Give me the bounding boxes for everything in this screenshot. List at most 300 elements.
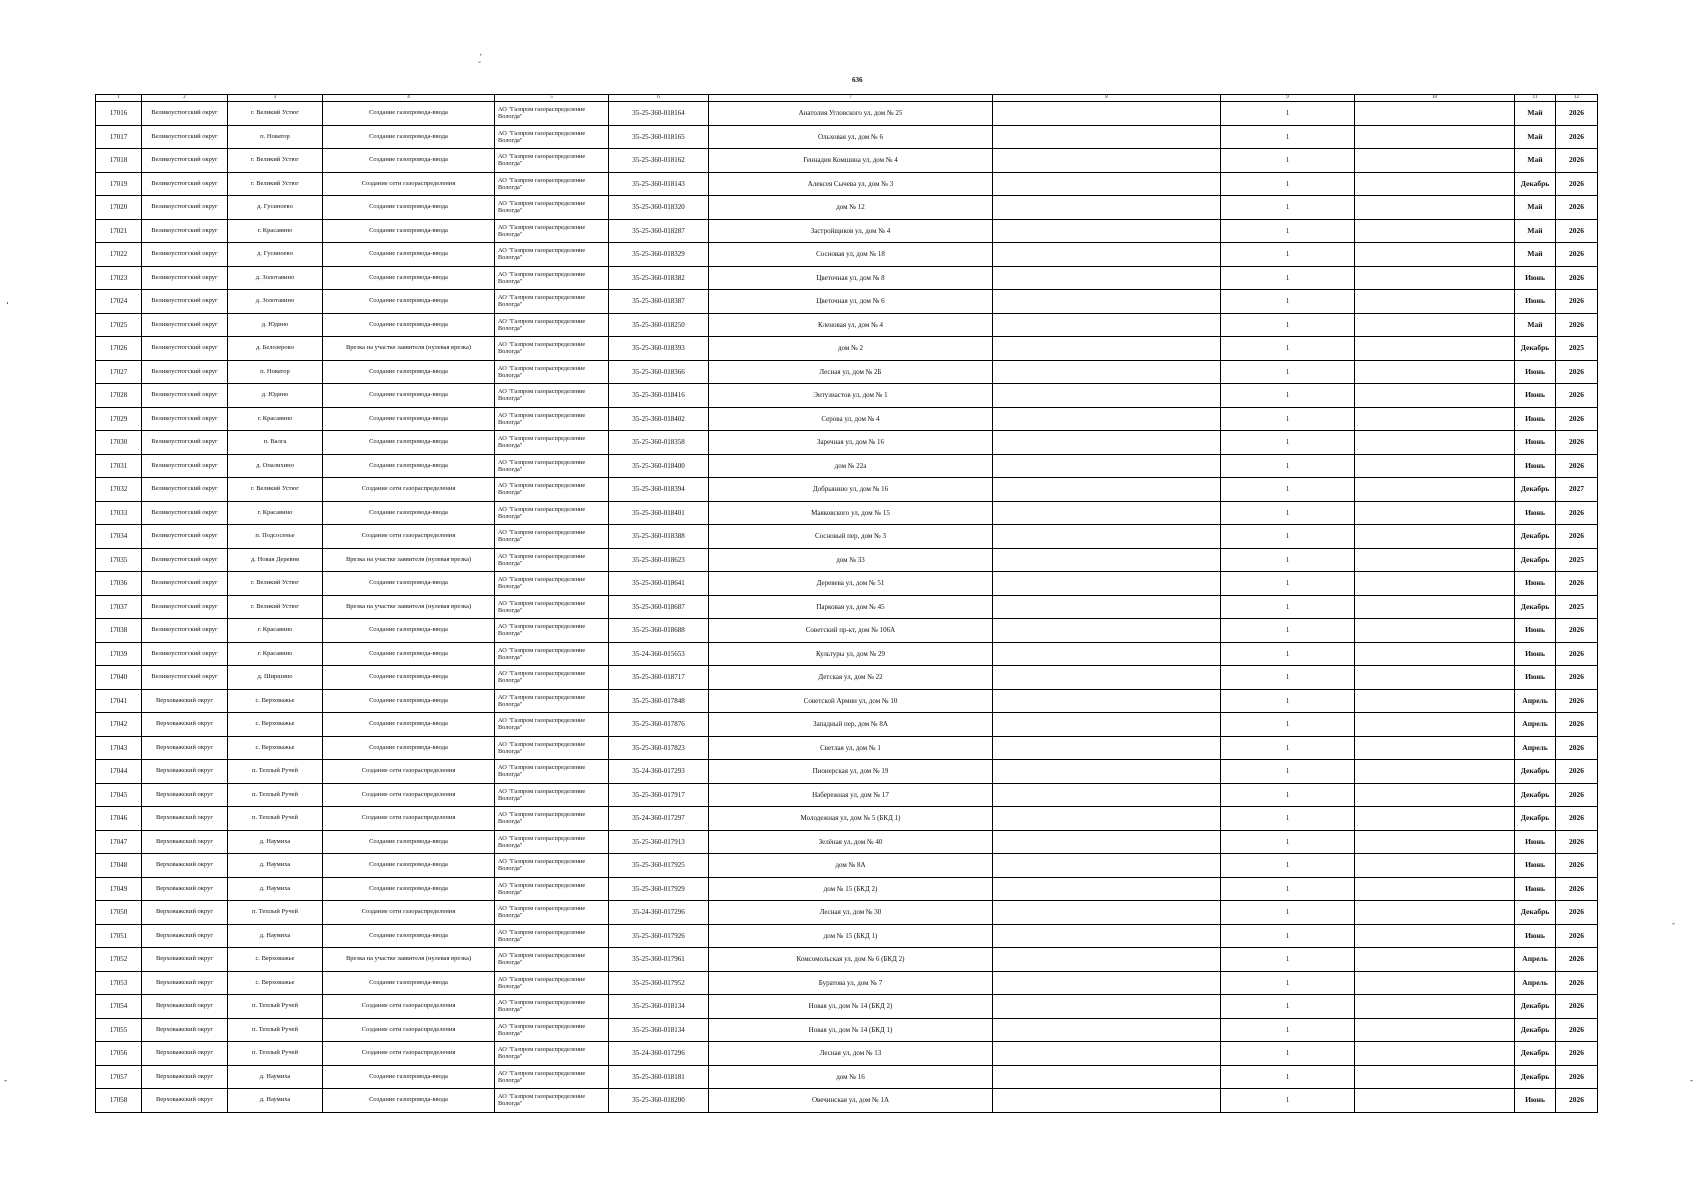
district-cell: Великоустюгский округ [142, 172, 228, 196]
request-number-cell: 35-24-360-017297 [609, 807, 709, 831]
settlement-cell: д. Наумиха [228, 1065, 323, 1089]
year-cell: 2026 [1556, 760, 1598, 784]
row-id-cell: 17031 [96, 454, 142, 478]
empty-cell [1355, 454, 1515, 478]
empty-cell [1355, 689, 1515, 713]
empty-cell [993, 736, 1221, 760]
organization-cell: АО "Газпром газораспределение Вологда" [495, 1018, 609, 1042]
quantity-cell: 1 [1221, 901, 1355, 925]
empty-cell [1355, 971, 1515, 995]
empty-cell [993, 431, 1221, 455]
month-cell: Июнь [1515, 290, 1556, 314]
address-cell: Кленовая ул, дом № 4 [709, 313, 993, 337]
organization-cell: АО "Газпром газораспределение Вологда" [495, 102, 609, 126]
organization-cell: АО "Газпром газораспределение Вологда" [495, 149, 609, 173]
organization-cell: АО "Газпром газораспределение Вологда" [495, 290, 609, 314]
row-id-cell: 17022 [96, 243, 142, 267]
address-cell: Маяковского ул, дом № 15 [709, 501, 993, 525]
row-id-cell: 17032 [96, 478, 142, 502]
settlement-cell: п. Валга [228, 431, 323, 455]
empty-cell [993, 948, 1221, 972]
empty-cell [993, 360, 1221, 384]
empty-cell [993, 172, 1221, 196]
address-cell: дом № 22а [709, 454, 993, 478]
settlement-cell: д. Наумиха [228, 830, 323, 854]
year-cell: 2026 [1556, 924, 1598, 948]
year-cell: 2026 [1556, 1042, 1598, 1066]
work-type-cell: Создание сети газораспределения [323, 995, 495, 1019]
address-cell: Лесная ул, дом № 30 [709, 901, 993, 925]
district-cell: Великоустюгский округ [142, 266, 228, 290]
row-id-cell: 17027 [96, 360, 142, 384]
organization-cell: АО "Газпром газораспределение Вологда" [495, 877, 609, 901]
empty-cell [1355, 548, 1515, 572]
empty-cell [993, 995, 1221, 1019]
month-cell: Декабрь [1515, 478, 1556, 502]
request-number-cell: 35-25-360-018401 [609, 501, 709, 525]
organization-cell: АО "Газпром газораспределение Вологда" [495, 971, 609, 995]
settlement-cell: д. Белозерово [228, 337, 323, 361]
year-cell: 2026 [1556, 243, 1598, 267]
address-cell: Анатолия Угловского ул, дом № 25 [709, 102, 993, 126]
address-cell: Новая ул, дом № 14 (БКД 1) [709, 1018, 993, 1042]
organization-cell: АО "Газпром газораспределение Вологда" [495, 454, 609, 478]
quantity-cell: 1 [1221, 1018, 1355, 1042]
quantity-cell: 1 [1221, 948, 1355, 972]
table-row [96, 384, 1598, 408]
month-cell: Июнь [1515, 1089, 1556, 1113]
year-cell: 2026 [1556, 125, 1598, 149]
request-number-cell: 35-25-360-017952 [609, 971, 709, 995]
year-cell: 2026 [1556, 454, 1598, 478]
organization-cell: АО "Газпром газораспределение Вологда" [495, 525, 609, 549]
district-cell: Верховажский округ [142, 1065, 228, 1089]
settlement-cell: п. Теплый Ручей [228, 760, 323, 784]
quantity-cell: 1 [1221, 713, 1355, 737]
request-number-cell: 35-25-360-018143 [609, 172, 709, 196]
request-number-cell: 35-25-360-018164 [609, 102, 709, 126]
district-cell: Великоустюгский округ [142, 525, 228, 549]
column-number-header: 12 [1556, 95, 1598, 102]
address-cell: Цветочная ул, дом № 6 [709, 290, 993, 314]
quantity-cell: 1 [1221, 102, 1355, 126]
row-id-cell: 17034 [96, 525, 142, 549]
address-cell: дом № 12 [709, 196, 993, 220]
organization-cell: АО "Газпром газораспределение Вологда" [495, 1089, 609, 1113]
settlement-cell: г. Великий Устюг [228, 572, 323, 596]
work-type-cell: Создание газопровода-ввода [323, 125, 495, 149]
district-cell: Верховажский округ [142, 736, 228, 760]
district-cell: Великоустюгский округ [142, 337, 228, 361]
empty-cell [993, 478, 1221, 502]
scan-mark: - [4, 1075, 7, 1085]
organization-cell: АО "Газпром газораспределение Вологда" [495, 924, 609, 948]
table-row [96, 783, 1598, 807]
address-cell: дом № 15 (БКД 2) [709, 877, 993, 901]
request-number-cell: 35-25-360-018181 [609, 1065, 709, 1089]
table-row [96, 689, 1598, 713]
organization-cell: АО "Газпром газораспределение Вологда" [495, 830, 609, 854]
address-cell: Лесная ул, дом № 2Б [709, 360, 993, 384]
organization-cell: АО "Газпром газораспределение Вологда" [495, 1065, 609, 1089]
month-cell: Май [1515, 149, 1556, 173]
empty-cell [1355, 901, 1515, 925]
column-number-header: 8 [993, 95, 1221, 102]
settlement-cell: г. Красавино [228, 501, 323, 525]
month-cell: Июнь [1515, 619, 1556, 643]
table-row [96, 948, 1598, 972]
row-id-cell: 17029 [96, 407, 142, 431]
year-cell: 2026 [1556, 219, 1598, 243]
work-type-cell: Врезка на участке заявителя (нулевая врезка) [323, 595, 495, 619]
empty-cell [993, 783, 1221, 807]
organization-cell: АО "Газпром газораспределение Вологда" [495, 548, 609, 572]
address-cell: Культуры ул, дом № 29 [709, 642, 993, 666]
address-cell: Западный пер, дом № 8А [709, 713, 993, 737]
request-number-cell: 35-25-360-017876 [609, 713, 709, 737]
request-number-cell: 35-25-360-018134 [609, 995, 709, 1019]
year-cell: 2026 [1556, 431, 1598, 455]
quantity-cell: 1 [1221, 760, 1355, 784]
district-cell: Верховажский округ [142, 948, 228, 972]
work-type-cell: Создание газопровода-ввода [323, 149, 495, 173]
row-id-cell: 17021 [96, 219, 142, 243]
empty-cell [993, 454, 1221, 478]
table-row [96, 877, 1598, 901]
empty-cell [1355, 807, 1515, 831]
organization-cell: АО "Газпром газораспределение Вологда" [495, 266, 609, 290]
scan-mark: - [1690, 1075, 1693, 1085]
district-cell: Верховажский округ [142, 971, 228, 995]
organization-cell: АО "Газпром газораспределение Вологда" [495, 219, 609, 243]
empty-cell [993, 548, 1221, 572]
district-cell: Великоустюгский округ [142, 666, 228, 690]
quantity-cell: 1 [1221, 360, 1355, 384]
row-id-cell: 17036 [96, 572, 142, 596]
table-row [96, 360, 1598, 384]
empty-cell [1355, 196, 1515, 220]
empty-cell [1355, 830, 1515, 854]
table-body [96, 102, 1598, 1113]
empty-cell [1355, 501, 1515, 525]
settlement-cell: д. Золотавино [228, 290, 323, 314]
settlement-cell: д. Опалихино [228, 454, 323, 478]
work-type-cell: Создание газопровода-ввода [323, 454, 495, 478]
quantity-cell: 1 [1221, 807, 1355, 831]
request-number-cell: 35-25-360-018134 [609, 1018, 709, 1042]
organization-cell: АО "Газпром газораспределение Вологда" [495, 807, 609, 831]
organization-cell: АО "Газпром газораспределение Вологда" [495, 666, 609, 690]
row-id-cell: 17024 [96, 290, 142, 314]
address-cell: Добрынино ул, дом № 16 [709, 478, 993, 502]
empty-cell [993, 807, 1221, 831]
table-row [96, 431, 1598, 455]
district-cell: Верховажский округ [142, 1089, 228, 1113]
empty-cell [1355, 572, 1515, 596]
address-cell: Парковая ул, дом № 45 [709, 595, 993, 619]
organization-cell: АО "Газпром газораспределение Вологда" [495, 431, 609, 455]
row-id-cell: 17035 [96, 548, 142, 572]
settlement-cell: с. Верховажье [228, 948, 323, 972]
table-row [96, 454, 1598, 478]
district-cell: Верховажский округ [142, 924, 228, 948]
table-row [96, 572, 1598, 596]
empty-cell [993, 337, 1221, 361]
district-cell: Верховажский округ [142, 689, 228, 713]
year-cell: 2026 [1556, 901, 1598, 925]
year-cell: 2026 [1556, 572, 1598, 596]
request-number-cell: 35-25-360-018165 [609, 125, 709, 149]
organization-cell: АО "Газпром газораспределение Вологда" [495, 313, 609, 337]
work-type-cell: Создание газопровода-ввода [323, 360, 495, 384]
year-cell: 2026 [1556, 736, 1598, 760]
settlement-cell: д. Золотавино [228, 266, 323, 290]
empty-cell [1355, 736, 1515, 760]
quantity-cell: 1 [1221, 736, 1355, 760]
settlement-cell: д. Гусиноево [228, 243, 323, 267]
table-row [96, 1018, 1598, 1042]
month-cell: Июнь [1515, 854, 1556, 878]
settlement-cell: д. Юдино [228, 313, 323, 337]
year-cell: 2026 [1556, 360, 1598, 384]
empty-cell [1355, 1042, 1515, 1066]
organization-cell: АО "Газпром газораспределение Вологда" [495, 995, 609, 1019]
settlement-cell: п. Теплый Ручей [228, 783, 323, 807]
row-id-cell: 17044 [96, 760, 142, 784]
table-row [96, 266, 1598, 290]
empty-cell [1355, 1018, 1515, 1042]
address-cell: Лесная ул, дом № 13 [709, 1042, 993, 1066]
month-cell: Май [1515, 313, 1556, 337]
table-row [96, 854, 1598, 878]
quantity-cell: 1 [1221, 854, 1355, 878]
work-type-cell: Создание газопровода-ввода [323, 243, 495, 267]
year-cell: 2026 [1556, 971, 1598, 995]
table-row [96, 478, 1598, 502]
table-row [96, 290, 1598, 314]
month-cell: Июнь [1515, 431, 1556, 455]
settlement-cell: п. Подсосенье [228, 525, 323, 549]
quantity-cell: 1 [1221, 313, 1355, 337]
request-number-cell: 35-25-360-018641 [609, 572, 709, 596]
month-cell: Декабрь [1515, 548, 1556, 572]
organization-cell: АО "Газпром газораспределение Вологда" [495, 407, 609, 431]
work-type-cell: Создание газопровода-ввода [323, 854, 495, 878]
work-type-cell: Создание газопровода-ввода [323, 313, 495, 337]
empty-cell [1355, 360, 1515, 384]
table-row [96, 666, 1598, 690]
quantity-cell: 1 [1221, 454, 1355, 478]
table-row [96, 313, 1598, 337]
year-cell: 2026 [1556, 1065, 1598, 1089]
empty-cell [1355, 854, 1515, 878]
organization-cell: АО "Газпром газораспределение Вологда" [495, 760, 609, 784]
quantity-cell: 1 [1221, 995, 1355, 1019]
work-type-cell: Создание сети газораспределения [323, 760, 495, 784]
empty-cell [993, 407, 1221, 431]
district-cell: Верховажский округ [142, 901, 228, 925]
district-cell: Великоустюгский округ [142, 102, 228, 126]
work-type-cell: Создание газопровода-ввода [323, 102, 495, 126]
month-cell: Апрель [1515, 971, 1556, 995]
settlement-cell: г. Великий Устюг [228, 595, 323, 619]
request-number-cell: 35-25-360-018358 [609, 431, 709, 455]
column-number-header: 3 [228, 95, 323, 102]
settlement-cell: г. Великий Устюг [228, 172, 323, 196]
column-number-header: 6 [609, 95, 709, 102]
work-type-cell: Создание сети газораспределения [323, 1018, 495, 1042]
empty-cell [993, 854, 1221, 878]
year-cell: 2026 [1556, 948, 1598, 972]
empty-cell [993, 1042, 1221, 1066]
address-cell: Советской Армии ул, дом № 10 [709, 689, 993, 713]
address-cell: Комсомольская ул, дом № 6 (БКД 2) [709, 948, 993, 972]
year-cell: 2025 [1556, 595, 1598, 619]
quantity-cell: 1 [1221, 431, 1355, 455]
year-cell: 2026 [1556, 266, 1598, 290]
work-type-cell: Создание газопровода-ввода [323, 642, 495, 666]
empty-cell [1355, 595, 1515, 619]
address-cell: дом № 16 [709, 1065, 993, 1089]
row-id-cell: 17016 [96, 102, 142, 126]
district-cell: Верховажский округ [142, 1042, 228, 1066]
quantity-cell: 1 [1221, 924, 1355, 948]
district-cell: Великоустюгский округ [142, 454, 228, 478]
year-cell: 2026 [1556, 642, 1598, 666]
address-cell: Молодежная ул, дом № 5 (БКД 1) [709, 807, 993, 831]
organization-cell: АО "Газпром газораспределение Вологда" [495, 713, 609, 737]
district-cell: Великоустюгский округ [142, 572, 228, 596]
request-number-cell: 35-25-360-018387 [609, 290, 709, 314]
organization-cell: АО "Газпром газораспределение Вологда" [495, 783, 609, 807]
empty-cell [993, 525, 1221, 549]
quantity-cell: 1 [1221, 478, 1355, 502]
table-row [96, 196, 1598, 220]
row-id-cell: 17056 [96, 1042, 142, 1066]
year-cell: 2026 [1556, 877, 1598, 901]
quantity-cell: 1 [1221, 783, 1355, 807]
organization-cell: АО "Газпром газораспределение Вологда" [495, 360, 609, 384]
address-cell: Серова ул, дом № 4 [709, 407, 993, 431]
district-cell: Великоустюгский округ [142, 407, 228, 431]
request-number-cell: 35-25-360-018400 [609, 454, 709, 478]
district-cell: Великоустюгский округ [142, 431, 228, 455]
request-number-cell: 35-25-360-017961 [609, 948, 709, 972]
organization-cell: АО "Газпром газораспределение Вологда" [495, 595, 609, 619]
empty-cell [993, 1018, 1221, 1042]
month-cell: Декабрь [1515, 337, 1556, 361]
settlement-cell: г. Красавино [228, 407, 323, 431]
column-number-header: 5 [495, 95, 609, 102]
quantity-cell: 1 [1221, 525, 1355, 549]
row-id-cell: 17046 [96, 807, 142, 831]
work-type-cell: Создание газопровода-ввода [323, 1089, 495, 1113]
month-cell: Май [1515, 219, 1556, 243]
district-cell: Великоустюгский округ [142, 360, 228, 384]
work-type-cell: Создание газопровода-ввода [323, 384, 495, 408]
settlement-cell: д. Наумиха [228, 854, 323, 878]
quantity-cell: 1 [1221, 384, 1355, 408]
empty-cell [993, 971, 1221, 995]
address-cell: дом № 2 [709, 337, 993, 361]
scan-mark: - [1672, 918, 1675, 928]
table-row [96, 901, 1598, 925]
schedule-table [95, 94, 1598, 1113]
empty-cell [993, 125, 1221, 149]
table-row [96, 219, 1598, 243]
request-number-cell: 35-25-360-017926 [609, 924, 709, 948]
request-number-cell: 35-25-360-018623 [609, 548, 709, 572]
month-cell: Апрель [1515, 689, 1556, 713]
empty-cell [1355, 172, 1515, 196]
empty-cell [993, 830, 1221, 854]
address-cell: Ольховая ул, дом № 6 [709, 125, 993, 149]
empty-cell [993, 595, 1221, 619]
request-number-cell: 35-25-360-018287 [609, 219, 709, 243]
district-cell: Верховажский округ [142, 995, 228, 1019]
month-cell: Май [1515, 243, 1556, 267]
empty-cell [1355, 948, 1515, 972]
scan-mark: ʹ [480, 52, 482, 62]
empty-cell [1355, 877, 1515, 901]
quantity-cell: 1 [1221, 172, 1355, 196]
request-number-cell: 35-25-360-018320 [609, 196, 709, 220]
empty-cell [993, 149, 1221, 173]
row-id-cell: 17042 [96, 713, 142, 737]
empty-cell [993, 313, 1221, 337]
empty-cell [1355, 290, 1515, 314]
row-id-cell: 17018 [96, 149, 142, 173]
address-cell: дом № 15 (БКД 1) [709, 924, 993, 948]
empty-cell [1355, 149, 1515, 173]
settlement-cell: п. Новатор [228, 125, 323, 149]
year-cell: 2026 [1556, 807, 1598, 831]
settlement-cell: с. Верховажье [228, 971, 323, 995]
district-cell: Великоустюгский округ [142, 384, 228, 408]
work-type-cell: Врезка на участке заявителя (нулевая врезка) [323, 548, 495, 572]
district-cell: Великоустюгский округ [142, 478, 228, 502]
month-cell: Июнь [1515, 572, 1556, 596]
table-row [96, 619, 1598, 643]
row-id-cell: 17017 [96, 125, 142, 149]
quantity-cell: 1 [1221, 337, 1355, 361]
empty-cell [993, 196, 1221, 220]
work-type-cell: Создание газопровода-ввода [323, 266, 495, 290]
work-type-cell: Создание газопровода-ввода [323, 689, 495, 713]
year-cell: 2025 [1556, 548, 1598, 572]
empty-cell [993, 924, 1221, 948]
work-type-cell: Создание газопровода-ввода [323, 290, 495, 314]
empty-cell [993, 1065, 1221, 1089]
month-cell: Апрель [1515, 948, 1556, 972]
quantity-cell: 1 [1221, 619, 1355, 643]
quantity-cell: 1 [1221, 971, 1355, 995]
settlement-cell: д. Наумиха [228, 1089, 323, 1113]
month-cell: Июнь [1515, 266, 1556, 290]
settlement-cell: д. Наумиха [228, 877, 323, 901]
work-type-cell: Создание газопровода-ввода [323, 501, 495, 525]
empty-cell [993, 619, 1221, 643]
district-cell: Верховажский округ [142, 830, 228, 854]
column-number-header: 1 [96, 95, 142, 102]
empty-cell [1355, 313, 1515, 337]
empty-cell [993, 290, 1221, 314]
work-type-cell: Создание газопровода-ввода [323, 666, 495, 690]
work-type-cell: Создание газопровода-ввода [323, 971, 495, 995]
district-cell: Великоустюгский округ [142, 501, 228, 525]
empty-cell [1355, 431, 1515, 455]
settlement-cell: д. Юдино [228, 384, 323, 408]
